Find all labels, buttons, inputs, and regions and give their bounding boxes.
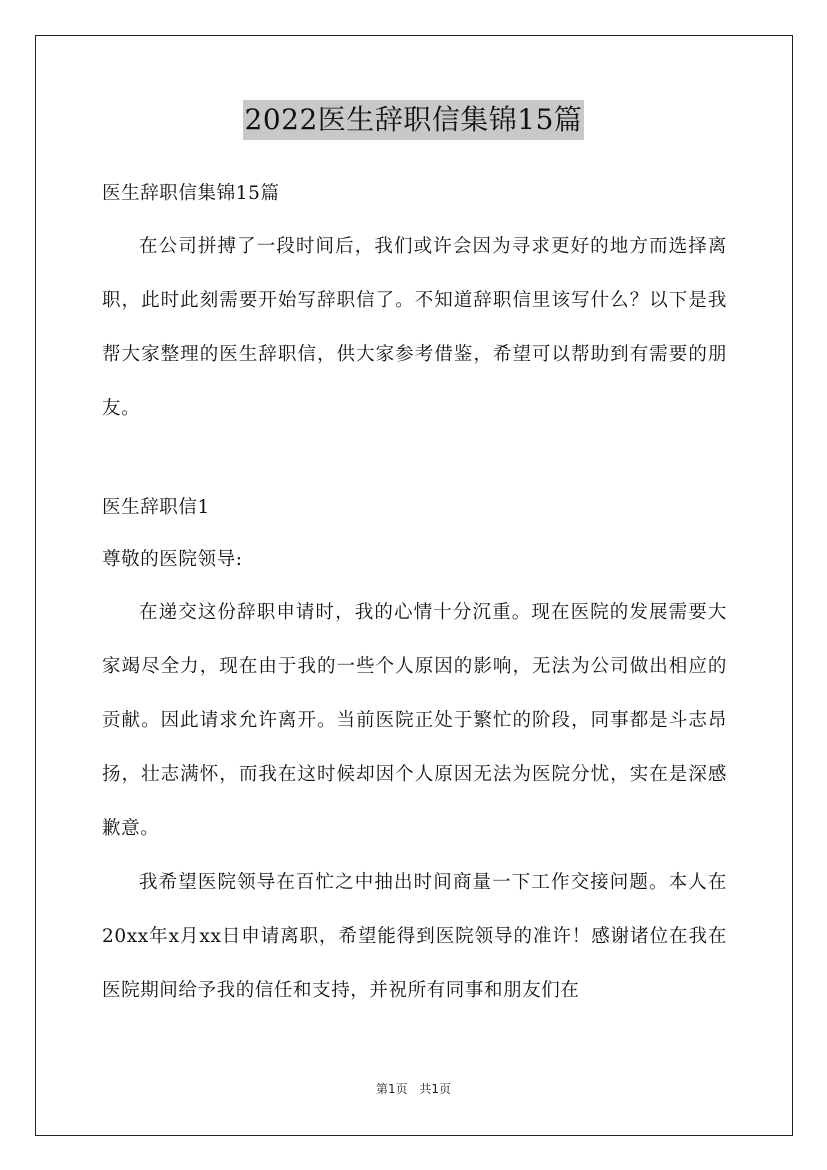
page-footer	[0, 1080, 827, 1097]
page-number-current: 第1页	[375, 1082, 408, 1096]
salutation: 尊敬的医院领导:	[102, 549, 243, 570]
letter-paragraph-1: 在递交这份辞职申请时，我的心情十分沉重。现在医院的发展需要大家竭尽全力，现在由于我的一些个人原因的影响，无法为公司做出相应的贡献。因此请求允许离开。当前医院正处于繁忙的阶段，同事都是斗志昂扬，壮志满怀，而我在这时候却因个人原因无法为医院分忧，实在是深感歉意。	[102, 602, 727, 839]
document-subtitle: 医生辞职信集锦15篇	[102, 183, 280, 204]
document-body	[102, 168, 727, 1018]
section-gap	[102, 436, 727, 482]
title-container	[0, 100, 827, 140]
page-number-total: 共1页	[419, 1082, 452, 1096]
document-title: 2022医生辞职信集锦15篇	[243, 100, 585, 140]
intro-paragraph: 在公司拼搏了一段时间后，我们或许会因为寻求更好的地方而选择离职，此时此刻需要开始写辞职信了。不知道辞职信里该写什么？以下是我帮大家整理的医生辞职信，供大家参考借鉴，希望可以帮助到有需要的朋友。	[102, 236, 727, 419]
letter-paragraph-2: 我希望医院领导在百忙之中抽出时间商量一下工作交接问题。本人在20xx年x月xx日申请离职，希望能得到医院领导的准许！感谢诸位在我在医院期间给予我的信任和支持，并祝所有同事和朋友们在	[102, 872, 727, 1001]
letter-heading: 医生辞职信1	[102, 497, 210, 518]
